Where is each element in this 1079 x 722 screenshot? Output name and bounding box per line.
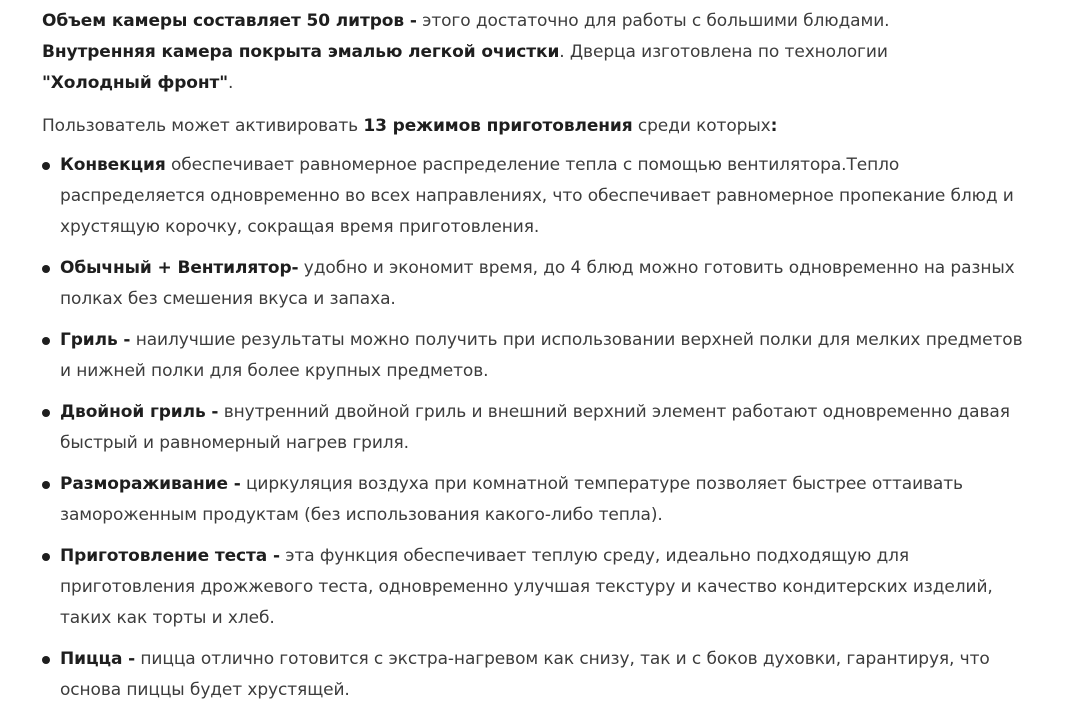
bullet-icon — [42, 553, 50, 561]
list-item — [42, 469, 1037, 531]
list-item — [42, 644, 1037, 706]
list-item — [42, 397, 1037, 459]
mode-description: внутренний двойной гриль и внешний верхний элемент работают одновременно давая быстрый и равномерный нагрев гриля. — [60, 402, 1010, 453]
bullet-icon — [42, 409, 50, 417]
volume-highlight: Объем камеры составляет 50 литров - — [42, 11, 417, 31]
bullet-icon — [42, 265, 50, 273]
mode-description: пицца отлично готовится с экстра-нагревом как снизу, так и с боков духовки, гарантируя, что основа пиццы будет хрустящей. — [60, 649, 990, 700]
mode-description: наилучшие результаты можно получить при использовании верхней полки для мелких предметов и нижней полки для более крупных предметов. — [60, 330, 1023, 381]
list-item — [42, 541, 1037, 634]
mode-name: Конвекция — [60, 155, 166, 175]
intro-paragraph — [42, 6, 1037, 99]
bullet-icon — [42, 337, 50, 345]
bullet-icon — [42, 481, 50, 489]
enamel-text: . Дверца изготовлена по технологии — [559, 42, 888, 62]
modes-intro-colon: : — [770, 116, 778, 136]
mode-name: Размораживание - — [60, 474, 241, 494]
mode-description: эта функция обеспечивает теплую среду, идеально подходящую для приготовления дрожжевого теста, одновременно улучшая текстуру и качество кондитерских изделий, таких как торты и хлеб. — [60, 546, 993, 628]
modes-intro-paragraph — [42, 111, 1037, 142]
list-item — [42, 150, 1037, 243]
mode-name: Пицца - — [60, 649, 136, 669]
mode-description: удобно и экономит время, до 4 блюд можно готовить одновременно на разных полках без смешения вкуса и запаха. — [60, 258, 1015, 309]
bullet-icon — [42, 656, 50, 664]
mode-name: Гриль - — [60, 330, 131, 350]
mode-name: Обычный + Вентилятор- — [60, 258, 299, 278]
mode-name: Приготовление теста - — [60, 546, 280, 566]
volume-text: этого достаточно для работы с большими блюдами. — [416, 11, 890, 31]
list-item — [42, 253, 1037, 315]
bullet-icon — [42, 162, 50, 170]
list-item — [42, 325, 1037, 387]
modes-intro-text-after: среди которых — [632, 116, 771, 136]
cold-front-end: . — [228, 73, 234, 93]
mode-name: Двойной гриль - — [60, 402, 219, 422]
enamel-highlight: Внутренняя камера покрыта эмалью легкой очистки — [42, 42, 560, 62]
mode-description: обеспечивает равномерное распределение тепла с помощью вентилятора.Тепло распределяется одновременно во всех направлениях, что обеспечивает равномерное пропекание блюд и хрустящую корочку, сокращая время приготовления. — [60, 155, 1014, 237]
modes-count-highlight: 13 режимов приготовления — [363, 116, 633, 136]
cold-front-highlight: "Холодный фронт" — [42, 73, 229, 93]
modes-list — [42, 150, 1037, 706]
mode-description: циркуляция воздуха при комнатной температуре позволяет быстрее оттаивать замороженным продуктам (без использования какого-либо тепла). — [60, 474, 963, 525]
modes-intro-text: Пользователь может активировать — [42, 116, 364, 136]
